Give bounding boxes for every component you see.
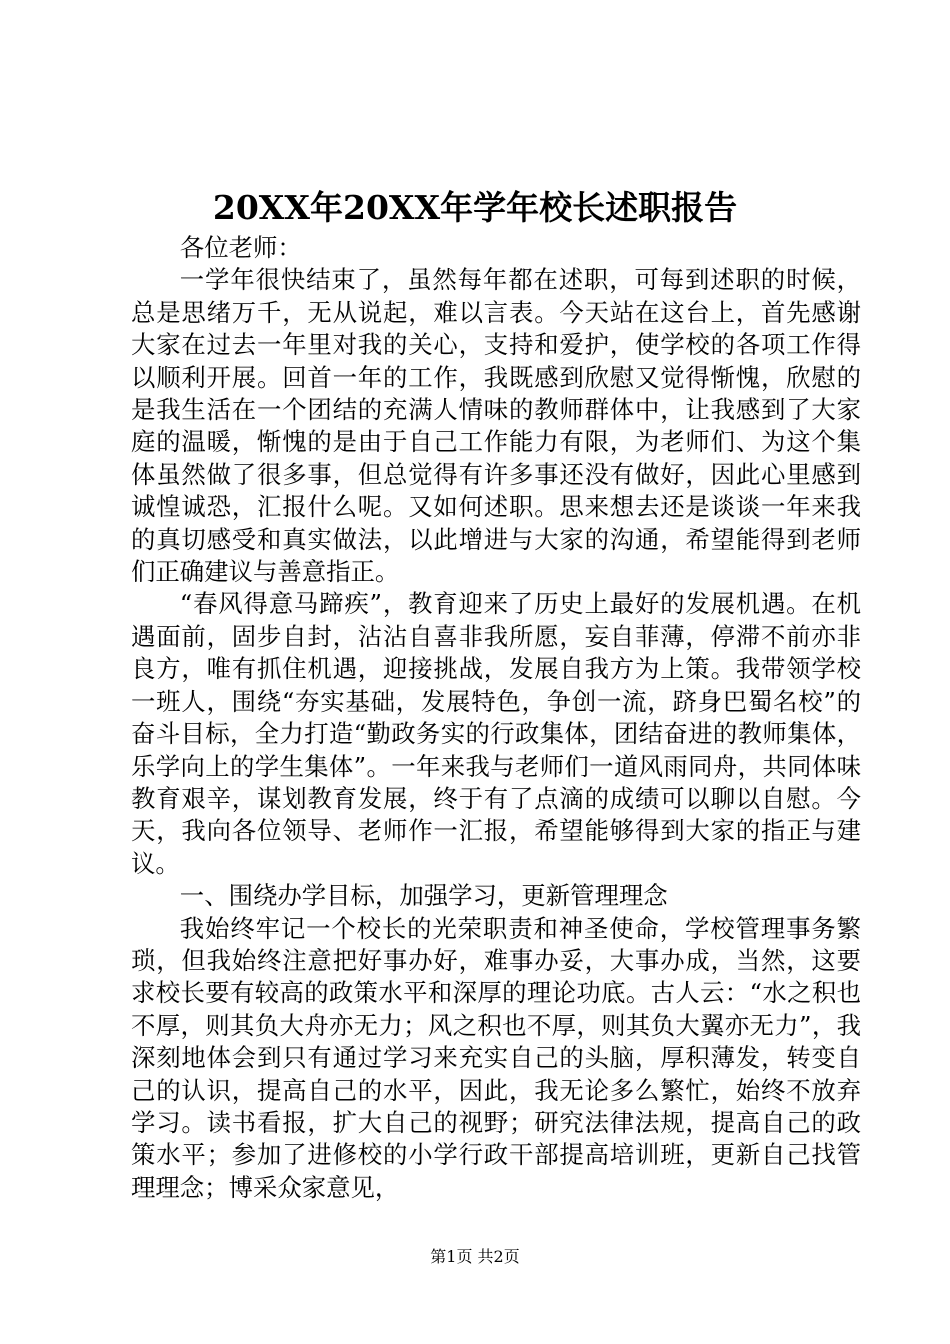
body-paragraph: 我始终牢记一个校长的光荣职责和神圣使命，学校管理事务繁琐，但我始终注意把好事办好，难事办妥，大事办成，当然，这要求校长要有较高的政策水平和深厚的理论功底。古人云：“水之积也不厚，则其负大舟亦无力；风之积也不厚，则其负大翼亦无力”，我深刻地体会到只有通过学习来充实自己的头脑，厚积薄发，转变自己的认识，提高自己的水平，因此，我无论多么繁忙，始终不放弃学习。读书看报，扩大自己的视野；研究法律法规，提高自己的政策水平；参加了进修校的小学行政干部提高培训班，更新自己找管理理念；博采众家意见，	[131, 913, 861, 1202]
salutation-paragraph: 各位老师：	[179, 233, 302, 262]
body-paragraph: 一学年很快结束了，虽然每年都在述职，可每到述职的时候，总是思绪万千，无从说起，难以言表。今天站在这台上，首先感谢大家在过去一年里对我的关心，支持和爱护，使学校的各项工作得以顺利开展。回首一年的工作，我既感到欣慰又觉得惭愧，欣慰的是我生活在一个团结的充满人情味的教师群体中，让我感到了大家庭的温暖，惭愧的是由于自己工作能力有限，为老师们、为这个集体虽然做了很多事，但总觉得有许多事还没有做好，因此心里感到诚惶诚恐，汇报什么呢。又如何述职。思来想去还是谈谈一年来我的真切感受和真实做法，以此增进与大家的沟通，希望能得到老师们正确建议与善意指正。	[131, 265, 861, 587]
page-footer: 第1页 共2页	[430, 1247, 520, 1266]
document-title: 20XX年20XX年学年校长述职报告	[212, 188, 738, 227]
section-heading: 一、围绕办学目标，加强学习，更新管理理念	[179, 881, 668, 911]
body-paragraph: “春风得意马蹄疾”，教育迎来了历史上最好的发展机遇。在机遇面前，固步自封，沾沾自喜非我所愿，妄自菲薄，停滞不前亦非良方，唯有抓住机遇，迎接挑战，发展自我方为上策。我带领学校一班人，围绕“夯实基础，发展特色，争创一流，跻身巴蜀名校”的奋斗目标，全力打造“勤政务实的行政集体，团结奋进的教师集体，乐学向上的学生集体”。一年来我与老师们一道风雨同舟，共同体味教育艰辛，谋划教育发展，终于有了点滴的成绩可以聊以自慰。今天，我向各位领导、老师作一汇报，希望能够得到大家的指正与建议。	[131, 589, 861, 878]
document-body	[131, 232, 861, 1204]
